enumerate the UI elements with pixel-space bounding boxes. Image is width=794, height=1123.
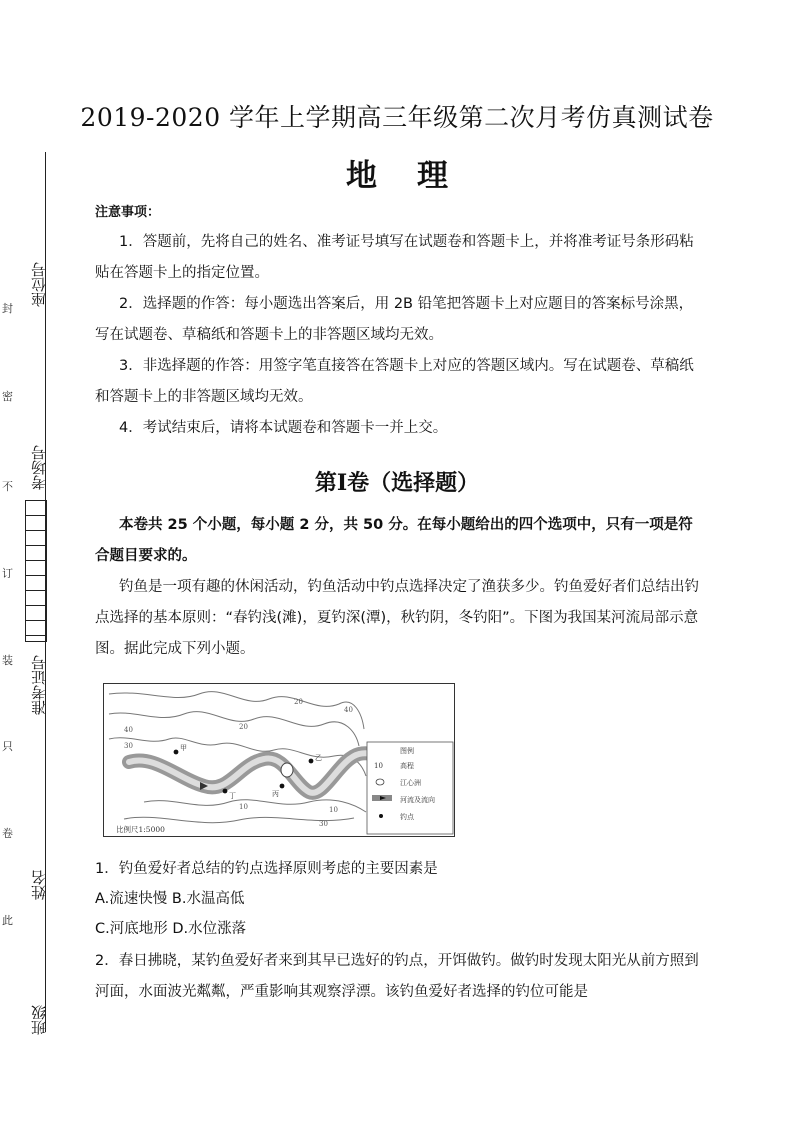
river-map (103, 683, 455, 837)
legend-island-icon (376, 779, 384, 785)
fishing-spot-jia (174, 750, 179, 755)
map-scale: 比例尺1:5000 (116, 825, 165, 834)
id-grid (25, 500, 47, 642)
river-map-svg (104, 684, 454, 836)
seal-char-6: 只 (2, 740, 13, 753)
section-title: 第Ⅰ卷（选择题） (314, 470, 480, 496)
contour-label: 20 (239, 723, 248, 731)
note-item-4: 4．考试结束后，请将本试题卷和答题卡一并上交。 (119, 420, 448, 436)
seal-char-5: 装 (2, 654, 13, 667)
seal-char-8: 此 (2, 914, 13, 927)
fishing-spot-ding (223, 789, 228, 794)
seal-char-7: 卷 (2, 827, 13, 840)
notes-heading: 注意事项： (95, 205, 161, 220)
class-label: 班级 (30, 1005, 48, 1035)
seal-char-1: 封 (2, 302, 13, 315)
passage-intro: 钓鱼是一项有趣的休闲活动，钓鱼活动中钓点选择决定了渔获多少。钓鱼爱好者们总结出钓点选择的基本原则：“春钓浅(滩)，夏钓深(潭)，秋钓阴，冬钓阳”。下图为我国某河流局部示意图。据此完成下列小题。 (95, 579, 699, 657)
legend-sample-value: 10 (374, 762, 383, 770)
contour-label: 10 (329, 806, 338, 814)
contour-label: 40 (344, 706, 353, 714)
point-label-yi: 乙 (315, 754, 322, 762)
legend-river: 河流及流向 (400, 796, 435, 804)
seal-char-3: 不 (2, 480, 13, 493)
contour-label: 40 (124, 726, 133, 734)
point-label-ding: 丁 (229, 792, 236, 800)
contour-label: 10 (239, 803, 248, 811)
seat-number-label: 座位号 (30, 262, 48, 307)
section-instruction: 本卷共 25 个小题，每小题 2 分，共 50 分。在每小题给出的四个选项中，只有一项是符合题目要求的。 (95, 517, 693, 564)
note-item-2: 2．选择题的作答：每小题选出答案后，用 2B 铅笔把答题卡上对应题目的答案标号涂黑，写在试题卷、草稿纸和答题卡上的非答题区域均无效。 (95, 296, 694, 343)
seal-char-4: 订 (2, 567, 13, 580)
exam-room-label: 考场号 (30, 445, 48, 490)
exam-title: 2019-2020 学年上学期高三年级第二次月考仿真测试卷 (80, 103, 714, 132)
legend-spot-icon (379, 814, 383, 818)
note-item-1: 1．答题前，先将自己的姓名、准考证号填写在试题卷和答题卡上，并将准考证号条形码粘贴在答题卡上的指定位置。 (95, 234, 694, 281)
legend-elevation: 高程 (400, 762, 414, 770)
admission-number-label: 准考证号 (30, 655, 48, 715)
point-label-jia: 甲 (180, 744, 187, 752)
contour-label: 30 (124, 742, 133, 750)
note-item-3: 3．非选择题的作答：用签字笔直接答在答题卡上对应的答题区域内。写在试题卷、草稿纸和答题卡上的非答题区域均无效。 (95, 358, 694, 405)
legend-title: 图例 (400, 747, 414, 755)
point-label-bing: 丙 (272, 790, 279, 798)
question-1-options-c-d: C.河底地形 D.水位涨落 (95, 921, 247, 937)
question-1-options-a-b: A.流速快慢 B.水温高低 (95, 891, 245, 907)
legend-spot: 钓点 (400, 813, 414, 821)
name-label: 姓名 (30, 870, 48, 900)
question-2-stem: 2．春日拂晓，某钓鱼爱好者来到其早已选好的钓点，开饵做钓。做钓时发现太阳光从前方照到河面，水面波光粼粼，严重影响其观察浮漂。该钓鱼爱好者选择的钓位可能是 (95, 953, 699, 1000)
river-island (281, 763, 293, 777)
contour-label: 30 (319, 820, 328, 828)
contour-label: 20 (294, 698, 303, 706)
fishing-spot-bing (280, 784, 285, 789)
legend-island: 江心洲 (400, 779, 421, 787)
subject-title: 地理 (346, 158, 488, 194)
seal-char-2: 密 (2, 390, 13, 403)
fishing-spot-yi (309, 759, 314, 764)
question-1-stem: 1．钓鱼爱好者总结的钓点选择原则考虑的主要因素是 (95, 861, 438, 877)
